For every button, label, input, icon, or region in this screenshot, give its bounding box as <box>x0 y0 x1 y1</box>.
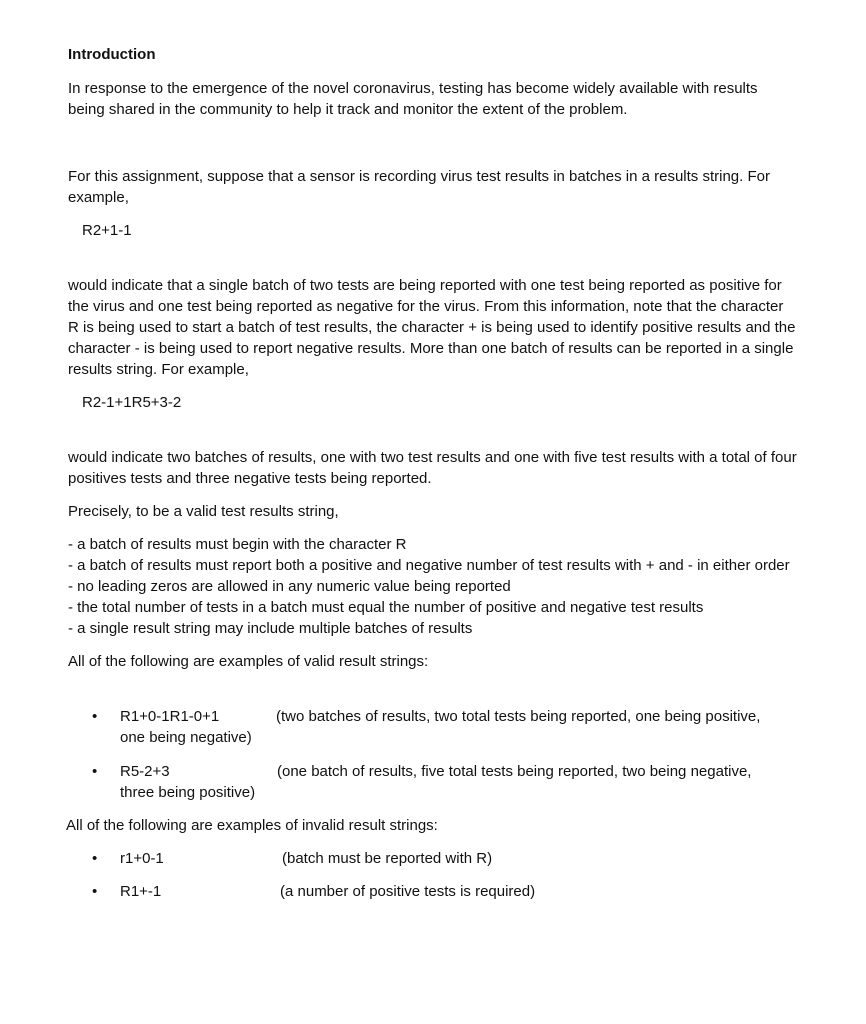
paragraph-multi-batch-explanation: would indicate two batches of results, one with two test results and one with five test results with a total of four positives tests and three negative tests being reported. <box>68 449 797 487</box>
example-explanation-continued: one being negative) <box>120 729 252 746</box>
bullet-icon: • <box>92 708 98 725</box>
section-heading: Introduction <box>68 46 156 63</box>
example-code: R1+0-1R1-0+1 <box>120 708 220 725</box>
valid-examples-intro: All of the following are examples of valid result strings: <box>68 653 429 670</box>
document-page <box>68 44 798 902</box>
invalid-examples-list <box>66 848 798 902</box>
paragraph-intro: In response to the emergence of the novel coronavirus, testing has become widely available with results being shared in the community to help it track and monitor the extent of the problem. <box>68 80 758 118</box>
rule-line: - no leading zeros are allowed in any numeric value being reported <box>68 578 511 595</box>
example-explanation: (two batches of results, two total tests being reported, one being positive, <box>276 708 761 725</box>
list-item <box>66 706 798 748</box>
paragraph-single-batch-explanation: would indicate that a single batch of two tests are being reported with one test being reported as positive for the virus and one test being reported as negative for the virus. From this information, note that the character R is being used to start a batch of test results, the character + is being used to identify positive results and the character - is being used to report negative results. More than one batch of results can be reported in a single results string. For example, <box>68 277 796 378</box>
example-code: R5-2+3 <box>120 763 170 780</box>
rule-line: - the total number of tests in a batch must equal the number of positive and negative test results <box>68 599 704 616</box>
paragraph-assignment: For this assignment, suppose that a sensor is recording virus test results in batches in a results string. For example, <box>68 168 770 206</box>
example-explanation: (batch must be reported with R) <box>282 850 493 867</box>
list-item <box>66 881 798 902</box>
list-item <box>66 848 798 869</box>
example-code-single-batch: R2+1-1 <box>82 222 132 239</box>
rule-line: - a single result string may include multiple batches of results <box>68 620 473 637</box>
bullet-icon: • <box>92 883 98 900</box>
example-explanation: (one batch of results, five total tests being reported, two being negative, <box>277 763 752 780</box>
example-explanation-continued: three being positive) <box>120 784 256 801</box>
bullet-icon: • <box>92 763 98 780</box>
bullet-icon: • <box>92 850 98 867</box>
valid-examples-list <box>66 706 798 803</box>
example-code: r1+0-1 <box>120 850 164 867</box>
example-explanation: (a number of positive tests is required) <box>280 883 536 900</box>
paragraph-precisely: Precisely, to be a valid test results string, <box>68 503 339 520</box>
validity-rules <box>68 534 798 639</box>
rule-line: - a batch of results must report both a positive and negative number of test results with + and - in either order <box>68 557 790 574</box>
example-code-multi-batch: R2-1+1R5+3-2 <box>82 394 182 411</box>
list-item <box>66 761 798 803</box>
rule-line: - a batch of results must begin with the character R <box>68 536 407 553</box>
example-code: R1+-1 <box>120 883 162 900</box>
invalid-examples-intro: All of the following are examples of invalid result strings: <box>66 817 438 834</box>
